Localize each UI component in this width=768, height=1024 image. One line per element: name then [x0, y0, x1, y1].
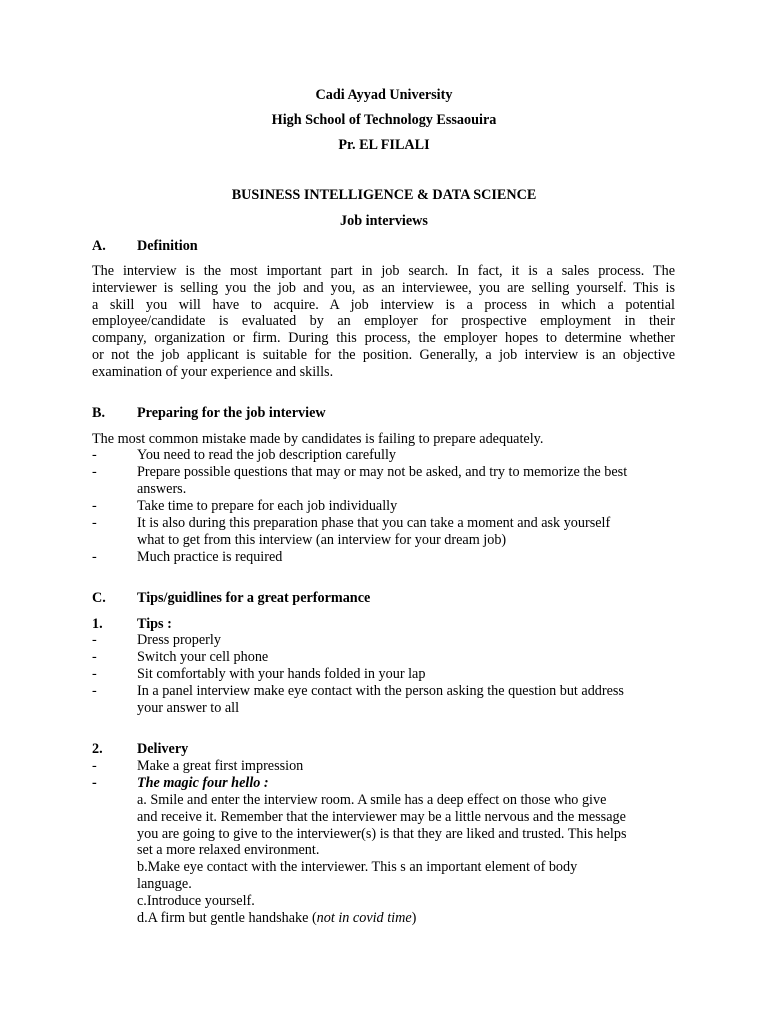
- delivery-title: Delivery: [137, 741, 189, 757]
- paragraph-line: examination of your experience and skills.: [92, 363, 334, 380]
- bullet-dash: -: [92, 447, 97, 463]
- course-title: BUSINESS INTELLIGENCE & DATA SCIENCE: [231, 187, 537, 203]
- paragraph-line: a skill you will have to acquire. A job interview is a process in which a potential: [92, 296, 675, 313]
- step-text: a. Smile and enter the interview room. A smile has a deep effect on those who give: [137, 792, 607, 808]
- section-a-paragraph: [92, 263, 675, 381]
- step-text: c.Introduce yourself.: [137, 892, 255, 909]
- section-c-heading: [92, 590, 370, 607]
- bullet-dash: -: [92, 666, 97, 682]
- section-c-title: Tips/guidlines for a great performance: [137, 590, 371, 606]
- bullet-dash: -: [92, 498, 97, 514]
- handshake-suffix: ): [411, 909, 417, 926]
- handshake-note: not in covid time: [316, 909, 412, 926]
- list-item-text: Much practice is required: [137, 549, 283, 565]
- section-a-title: Definition: [137, 238, 198, 254]
- section-b-heading: [92, 405, 326, 422]
- paragraph-line: company, organization or firm. During this process, the employer hopes to determine whether: [92, 330, 675, 347]
- magic-four-steps: [137, 792, 682, 926]
- handshake-step: [137, 910, 682, 927]
- list-item-text: Make a great first impression: [137, 758, 304, 774]
- section-b-letter: B.: [92, 405, 106, 421]
- list-item-text: Prepare possible questions that may or may not be asked, and try to memorize the best: [137, 464, 628, 480]
- delivery-heading: [92, 741, 188, 758]
- list-item-text: what to get from this interview (an interview for your dream job): [137, 531, 507, 548]
- bullet-dash: -: [92, 649, 97, 665]
- section-c-letter: C.: [92, 590, 106, 606]
- bullet-dash: -: [92, 632, 97, 648]
- paragraph-line: or not the job applicant is suitable for the position. Generally, a job interview is an objective: [92, 346, 675, 363]
- bullet-dash: -: [92, 549, 97, 565]
- step-text: b.Make eye contact with the interviewer. This s an important element of body: [137, 859, 578, 876]
- tips-title: Tips :: [137, 616, 172, 632]
- bullet-dash: -: [92, 464, 97, 480]
- paragraph-line: employee/candidate is evaluated by an employer for prospective employment in their: [92, 313, 675, 330]
- section-a-letter: A.: [92, 238, 106, 254]
- bullet-dash: -: [92, 683, 97, 699]
- step-text: and receive it. Remember that the interviewer may be a little nervous and the message: [137, 808, 626, 825]
- document-topic: Job interviews: [340, 213, 428, 229]
- step-text: language.: [137, 875, 192, 892]
- list-item-text: In a panel interview make eye contact with the person asking the question but address: [137, 683, 624, 699]
- section-a-heading: [92, 238, 198, 255]
- section-b-title: Preparing for the job interview: [137, 405, 326, 421]
- step-text: you are going to give to the interviewer(s) is that they are liked and trusted. This helps: [137, 825, 627, 842]
- list-item-text: Dress properly: [137, 632, 221, 648]
- school-name: High School of Technology Essaouira: [271, 112, 497, 128]
- list-item-text: You need to read the job description carefully: [137, 447, 396, 463]
- list-item-text: Take time to prepare for each job individually: [137, 498, 398, 514]
- step-text: set a more relaxed environment.: [137, 842, 320, 859]
- magic-four-title: The magic four hello :: [137, 775, 269, 791]
- bullet-dash: -: [92, 515, 97, 531]
- tips-number: 1.: [92, 616, 103, 632]
- list-item-text: Sit comfortably with your hands folded in your lap: [137, 666, 426, 682]
- paragraph-line: The interview is the most important part in job search. In fact, it is a sales process. The: [92, 263, 675, 279]
- paragraph-line: interviewer is selling you the job and you, as an interviewee, you are selling yourself. This is: [92, 279, 675, 296]
- professor-name: Pr. EL FILALI: [338, 137, 430, 153]
- handshake-prefix: d.A firm but gentle handshake (: [137, 909, 317, 926]
- list-item-text: your answer to all: [137, 699, 240, 716]
- tips-heading: [92, 616, 172, 633]
- list-item-text: answers.: [137, 480, 187, 497]
- bullet-dash: -: [92, 775, 97, 791]
- bullet-dash: -: [92, 758, 97, 774]
- list-item-text: It is also during this preparation phase that you can take a moment and ask yourself: [137, 515, 611, 531]
- delivery-number: 2.: [92, 741, 103, 757]
- university-name: Cadi Ayyad University: [315, 87, 453, 103]
- section-b-intro: The most common mistake made by candidates is failing to prepare adequately.: [92, 431, 544, 447]
- list-item-text: Switch your cell phone: [137, 649, 269, 665]
